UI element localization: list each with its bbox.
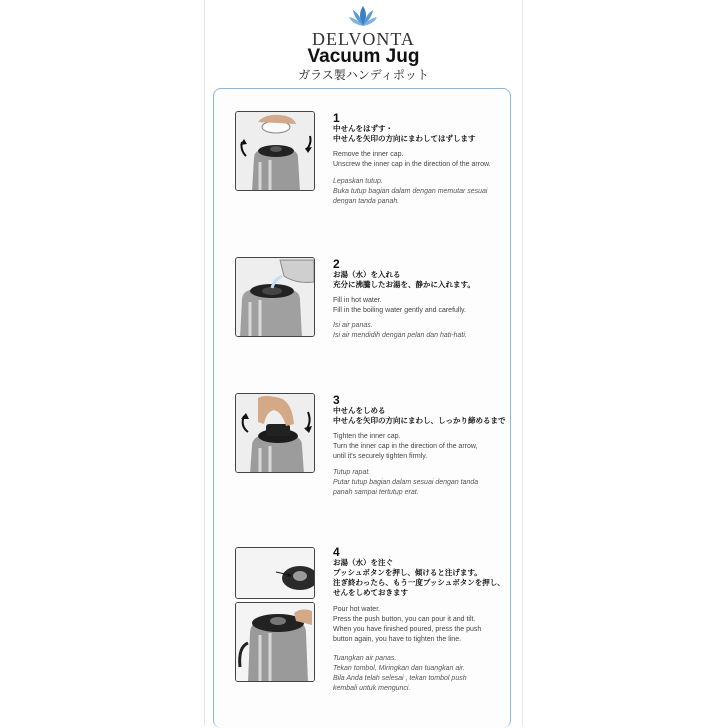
step-1-number: 1 xyxy=(333,111,340,125)
step-4-en-line: Pour hot water. xyxy=(333,606,381,613)
step-3-ms-line: Putar tutup bagian dalam sesuai dengan tanda xyxy=(333,479,479,486)
tighten-cap-illustration xyxy=(236,394,315,473)
step-3-ja-line: 中せんを矢印の方向にまわし、しっかり締めるまで xyxy=(333,416,506,425)
step-4-ms-line: Bila Anda telah selesai , tekan tombol push xyxy=(333,675,467,682)
step-3-ms-line: Tutup rapat. xyxy=(333,469,371,476)
brand-name: DELVONTA xyxy=(312,29,415,49)
step-3-ja-line: 中せんをしめる xyxy=(333,406,386,415)
step-2-english xyxy=(333,296,511,316)
step-1-ja-line: 中せんを矢印の方向にまわしてはずします xyxy=(333,134,476,143)
step-4-ja-line: 注ぎ終わったら、もう一度プッシュボタンを押し、 xyxy=(333,578,505,587)
step-4-indicator-image xyxy=(235,547,315,599)
step-2-ja-line: お湯（水）を入れる xyxy=(333,270,401,279)
step-1-ms-line: Buka tutup bagian dalam dengan memutar sesuai xyxy=(333,188,488,195)
step-4-ms-line: Tekan tombol, Miringkan dan tuangkan air. xyxy=(333,665,465,672)
product-subtitle: ガラス製ハンディポット xyxy=(298,68,429,82)
step-1-japanese xyxy=(333,124,508,144)
step-3-en-line: Tighten the inner cap. xyxy=(333,433,401,440)
step-4-en-line: button again, you have to tighten the line. xyxy=(333,636,462,643)
step-3-number: 3 xyxy=(333,393,340,407)
step-2-en-line: Fill in hot water. xyxy=(333,297,382,304)
instruction-panel xyxy=(213,88,511,728)
step-1-image xyxy=(235,111,315,191)
step-3-en-line: until it's securely tighten firmly. xyxy=(333,453,428,460)
page-edge-left xyxy=(204,0,205,726)
step-1-malay xyxy=(333,177,511,207)
step-1-en-line: Remove the inner cap. xyxy=(333,151,404,158)
step-3-japanese xyxy=(333,406,508,426)
step-2-en-line: Fill in the boiling water gently and carefully. xyxy=(333,307,466,314)
remove-cap-illustration xyxy=(236,112,315,191)
indicator-illustration xyxy=(236,548,315,599)
lotus-icon xyxy=(348,4,378,28)
step-2-ms-line: Isi air mendidih dengan pelan dan hati-hati. xyxy=(333,332,467,339)
step-1-english xyxy=(333,150,511,170)
step-4-en-line: Press the push button, you can pour it and tilt. xyxy=(333,616,476,623)
step-4-ja-line: お湯（水）を注ぐ xyxy=(333,558,393,567)
step-4-japanese xyxy=(333,558,508,598)
step-3-ms-line: panah sampai tertutup erat. xyxy=(333,489,419,496)
step-1-ms-line: dengan tanda panah. xyxy=(333,198,400,205)
page-edge-right xyxy=(522,0,523,726)
product-title: Vacuum Jug xyxy=(307,46,420,67)
step-4-ms-line: kembali untuk mengunci. xyxy=(333,685,411,692)
step-3-en-line: Turn the inner cap in the direction of the arrow, xyxy=(333,443,478,450)
step-4-english xyxy=(333,605,511,645)
step-2-image xyxy=(235,257,315,337)
step-4-malay xyxy=(333,654,511,694)
step-2-number: 2 xyxy=(333,257,340,271)
step-1-ja-line: 中せんをはずす・ xyxy=(333,124,393,133)
pour-illustration xyxy=(236,603,315,682)
step-4-number: 4 xyxy=(333,545,340,559)
step-2-malay xyxy=(333,321,511,341)
step-4-ja-line: プッシュボタンを押し、傾けると注げます。 xyxy=(333,568,482,577)
step-4-en-line: When you have finished poured, press the push xyxy=(333,626,482,633)
header xyxy=(205,0,522,86)
step-4-ja-line: せんをしめておきます xyxy=(333,588,408,597)
step-1-en-line: Unscrew the inner cap in the direction of the arrow. xyxy=(333,161,491,168)
step-1-ms-line: Lepaskan tutup. xyxy=(333,178,383,185)
step-2-ja-line: 充分に沸騰したお湯を、静かに入れます。 xyxy=(333,280,475,289)
step-3-malay xyxy=(333,468,511,498)
step-4-pour-image xyxy=(235,602,315,682)
fill-water-illustration xyxy=(236,258,315,337)
step-2-ms-line: Isi air panas. xyxy=(333,322,373,329)
step-2-japanese xyxy=(333,270,508,290)
step-4-ms-line: Tuangkan air panas. xyxy=(333,655,397,662)
step-3-english xyxy=(333,432,511,462)
step-3-image xyxy=(235,393,315,473)
